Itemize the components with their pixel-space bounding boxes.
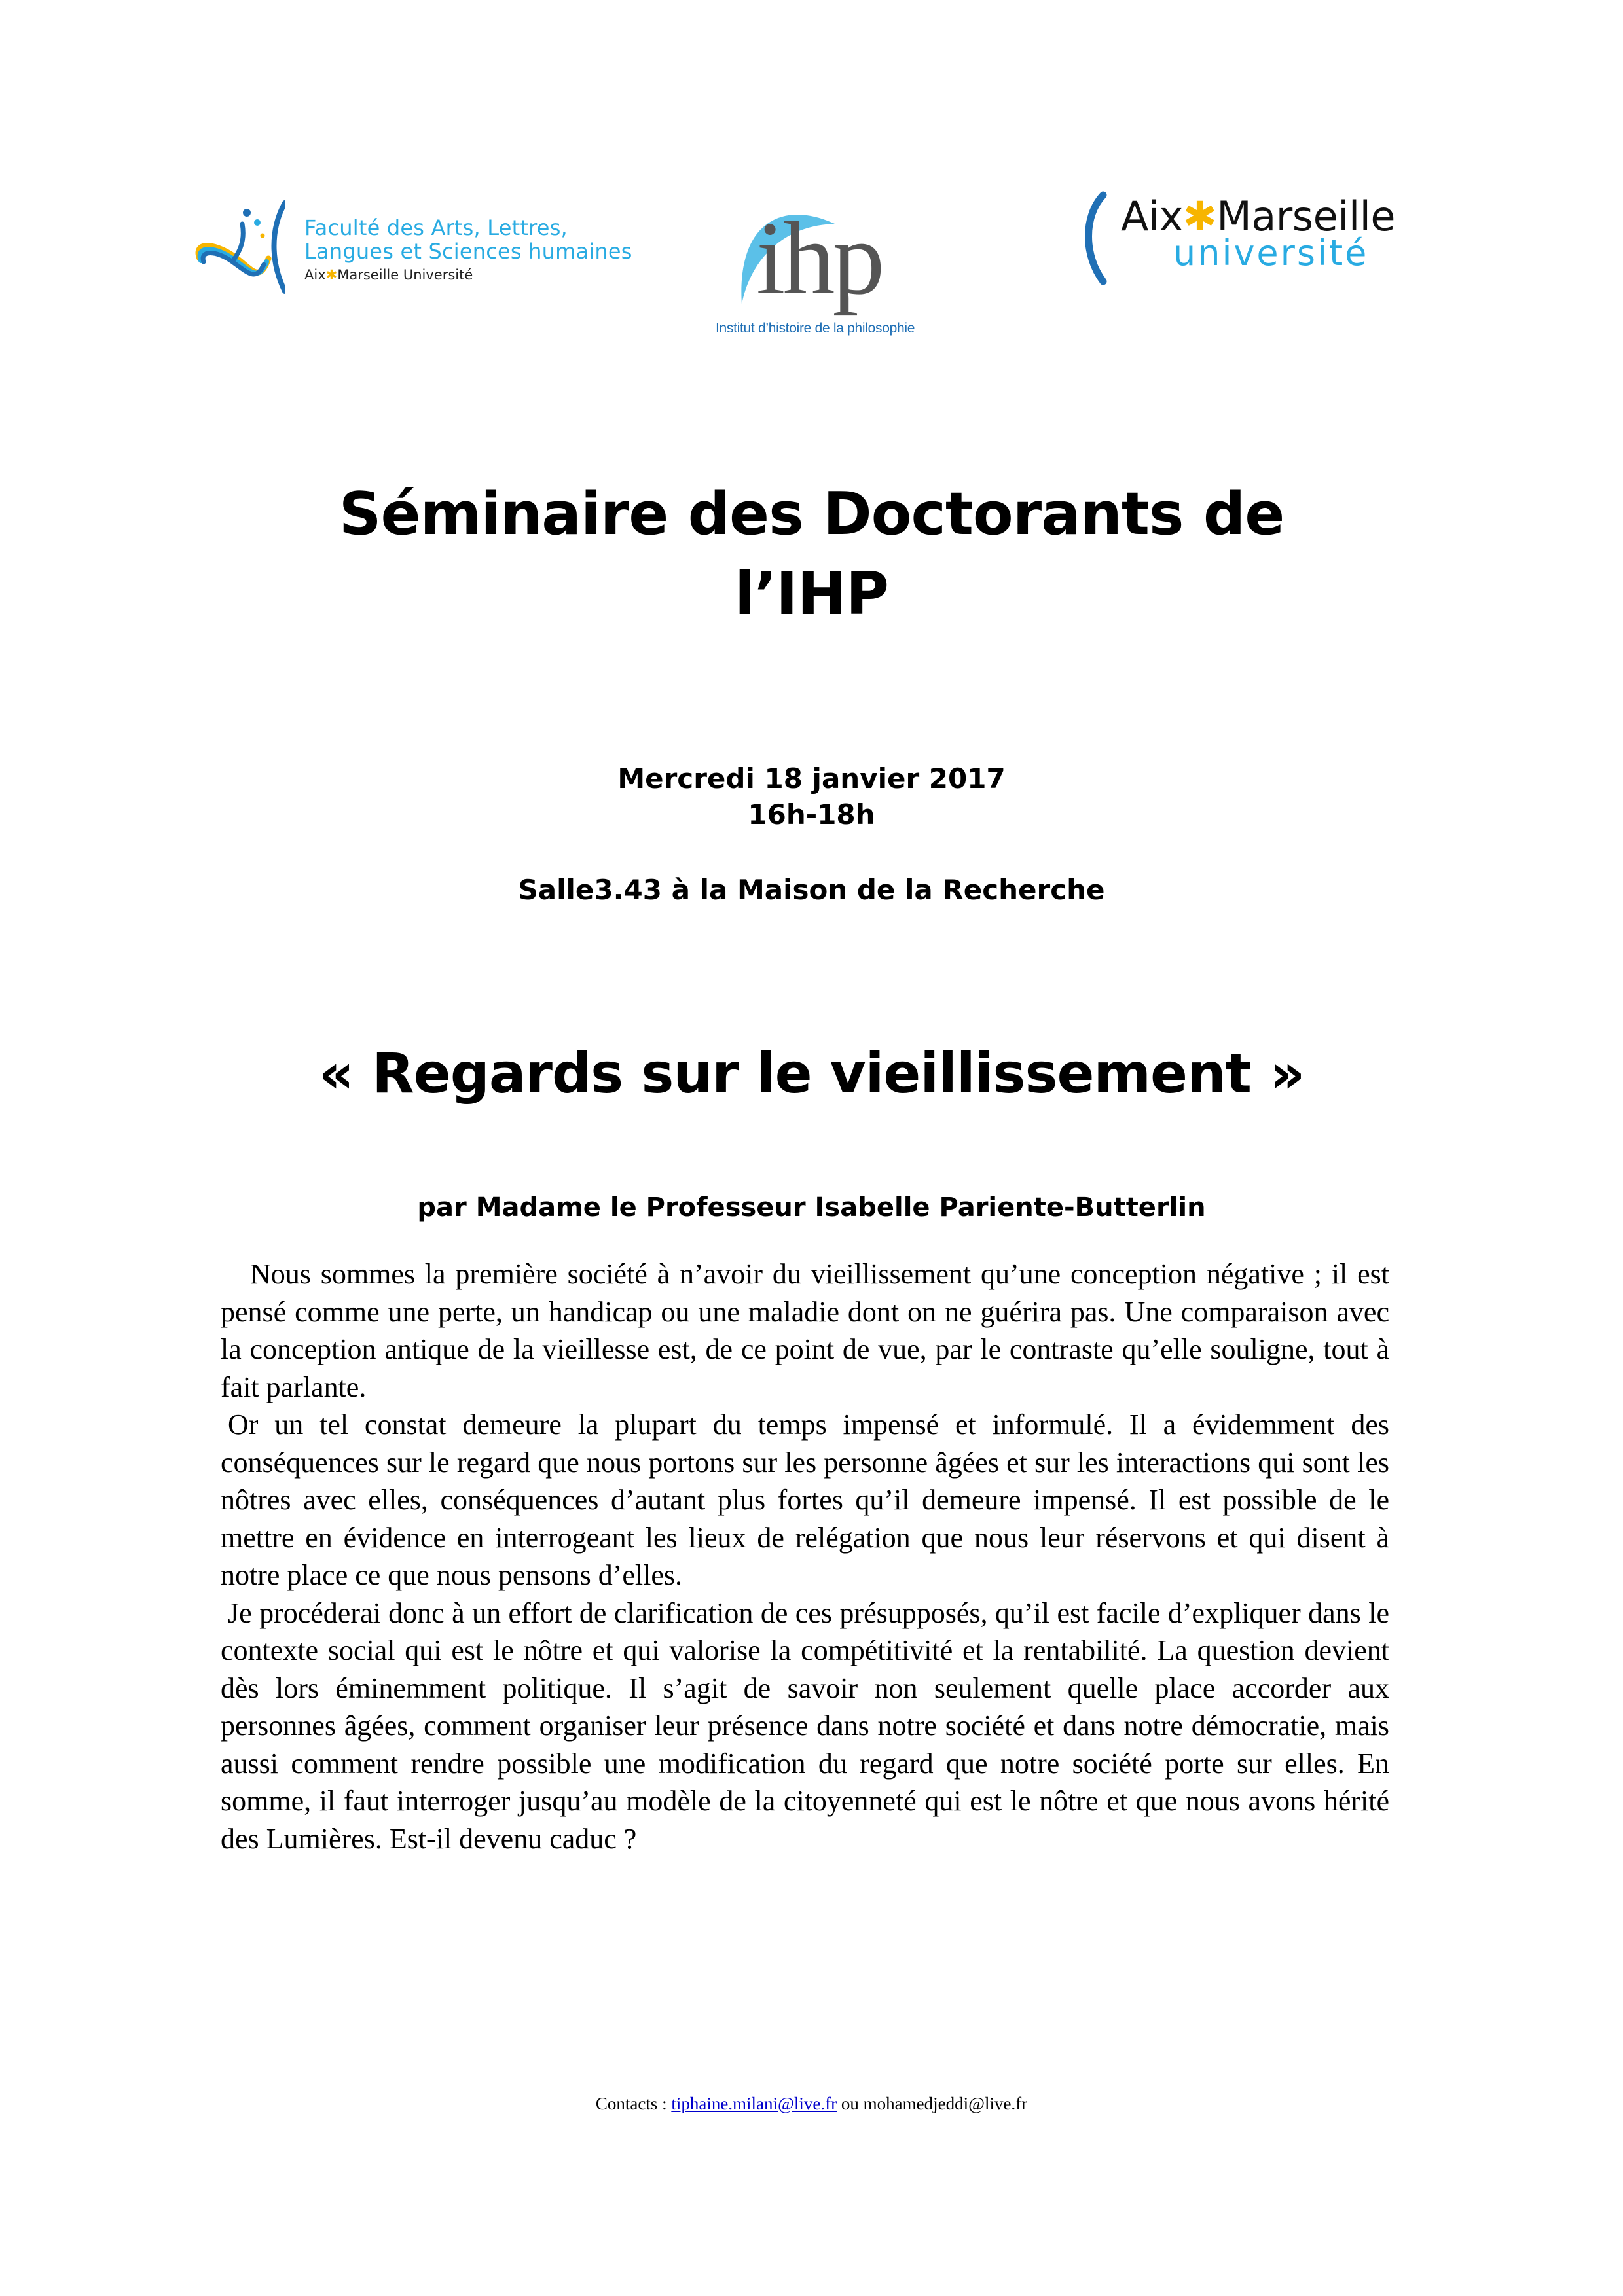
page-title <box>0 475 1623 634</box>
page-title-line2: l’IHP <box>735 560 888 628</box>
faculty-university-left: Aix <box>304 267 326 283</box>
contacts-footer <box>0 2090 1623 2117</box>
amu-universite: université <box>1173 232 1369 274</box>
event-location: Salle3.43 à la Maison de la Recherche <box>518 874 1105 906</box>
event-time: 16h-18h <box>748 798 875 831</box>
faculty-university-right: Marseille Université <box>337 267 473 283</box>
amu-name-left: Aix <box>1121 192 1183 240</box>
event-datetime <box>0 761 1623 833</box>
faculty-name-line2: Langues et Sciences humaines <box>304 239 632 264</box>
talk-title: « Regards sur le vieillissement » <box>318 1041 1305 1105</box>
contacts-label: Contacts : <box>595 2094 672 2113</box>
amu-name-right: Marseille <box>1216 192 1396 240</box>
amu-name <box>1121 192 1396 240</box>
ihp-mark: ihp <box>756 200 883 316</box>
abstract-paragraph: Je procéderai donc à un effort de clarification de ces présupposés, qu’il est facile d’expliquer dans le contexte social qui est le nôtre et qui valorise la compétitivité et la rentabilité. La question devient dès lors éminemment politique. Il s’agit de savoir non seulement quelle place accorder aux personnes âgées, comment organiser leur présence dans notre société et dans notre démocratie, mais aussi comment rendre possible une modification du regard que notre société porte sur elles. En somme, il faut interroger jusqu’au modèle de la citoyenneté qui est le nôtre et que nous avons hérité des Lumières. Est-il devenu caduc ? <box>221 1596 1389 1855</box>
amu-logo <box>1074 183 1467 288</box>
faculty-name-line1: Faculté des Arts, Lettres, <box>304 215 568 240</box>
abstract-text <box>221 1255 1389 1857</box>
faculty-logo <box>187 196 645 295</box>
faculty-emblem-icon <box>187 196 285 295</box>
contacts-separator: ou <box>837 2094 864 2113</box>
page-title-line1: Séminaire des Doctorants de <box>338 480 1285 548</box>
ihp-logo <box>710 196 920 347</box>
faculty-university-label <box>304 267 473 283</box>
talk-speaker: par Madame le Professeur Isabelle Pariente-Butterlin <box>417 1193 1206 1223</box>
abstract-paragraph: Nous sommes la première société à n’avoir du vieillissement qu’une conception négative ; il est pensé comme une perte, un handicap ou une maladie dont on ne guérira pas. Une comparaison avec la conception antique de la vieillesse est, de ce point de vue, par le contraste qu’elle souligne, tout à fait parlante. <box>221 1258 1389 1403</box>
contact-email-link[interactable]: tiphaine.milani@live.fr <box>671 2094 837 2113</box>
star-icon: ✱ <box>1182 192 1217 240</box>
event-date: Mercredi 18 janvier 2017 <box>617 762 1006 795</box>
contact-email-text: mohamedjeddi@live.fr <box>863 2094 1028 2113</box>
ihp-subtitle: Institut d’histoire de la philosophie <box>716 321 915 336</box>
abstract-paragraph: Or un tel constat demeure la plupart du temps impensé et informulé. Il a évidemment des conséquences sur le regard que nous portons sur les personne âgées et sur les interactions qui sont les nôtres avec elles, conséquences d’autant plus fortes qu’il demeure impensé. Il est possible de le mettre en évidence en interrogeant les lieux de relégation que nous leur réservons et qui disent à notre place ce que nous pensons d’elles. <box>221 1408 1389 1591</box>
star-icon: ✱ <box>325 267 338 283</box>
amu-bracket-icon <box>1074 183 1113 288</box>
